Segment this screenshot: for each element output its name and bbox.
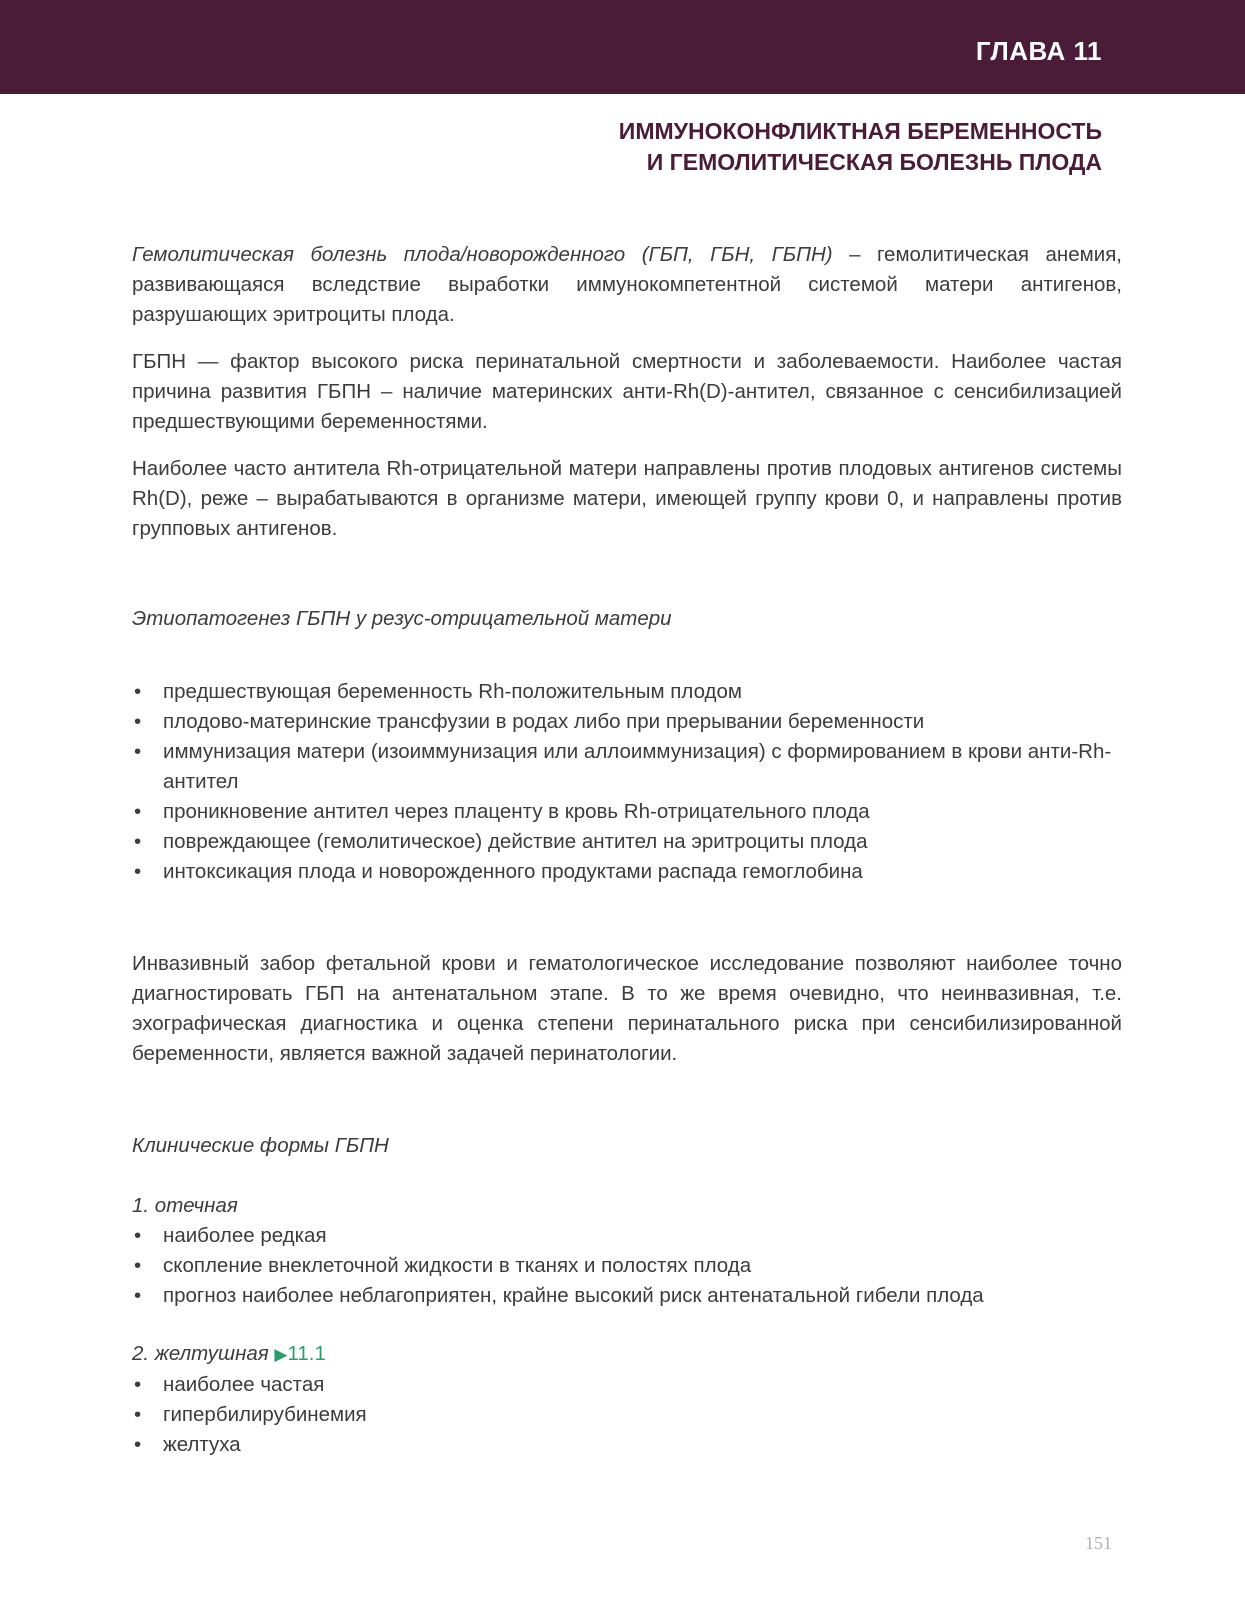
title-line-2: И ГЕМОЛИТИЧЕСКАЯ БОЛЕЗНЬ ПЛОДА <box>646 149 1102 175</box>
invasive-diagnostics-paragraph: Инвазивный забор фетальной крови и гематологическое исследование позволяют наиболее точно диагностировать ГБП на антенатальном этапе. В то же время очевидно, что неинвазивная, т.е. эхографическая диагностика и оценка степени перинатального риска при сенсибилизированной беременности, является важной задачей перинатологии. <box>132 952 1122 1065</box>
list-item: • наиболее редкая <box>132 1221 1122 1251</box>
list-item: • иммунизация матери (изоиммунизация или аллоиммунизация) с формированием в крови анти-Rh-антител <box>132 737 1122 797</box>
video-ref: 11.1 <box>287 1342 326 1365</box>
play-icon: ▶ <box>274 1345 288 1364</box>
list-item: • проникновение антител через плаценту в кровь Rh-отрицательного плода <box>132 797 1122 827</box>
clinical-forms-heading: Клинические формы ГБПН <box>132 1134 389 1157</box>
form2-heading <box>132 1339 1122 1370</box>
form2-title: 2. желтушная <box>132 1342 269 1365</box>
intro-paragraph <box>132 240 1122 330</box>
chapter-header-bar <box>0 0 1245 94</box>
intro-term: Гемолитическая болезнь плода/новорожденного (ГБП, ГБН, ГБПН) <box>132 243 833 266</box>
intro-definition: – гемолитическая анемия, развивающаяся вследствие выработки иммунокомпетентной системой матери антигенов, разрушающих эритроциты плода. <box>132 243 1122 326</box>
form1-list <box>132 1221 1122 1311</box>
list-item: • интоксикация плода и новорожденного продуктами распада гемоглобина <box>132 857 1122 887</box>
form2-list <box>132 1370 1122 1460</box>
list-item: • скопление внеклеточной жидкости в тканях и полостях плода <box>132 1251 1122 1281</box>
page-number: 151 <box>1085 1533 1112 1553</box>
etiology-list <box>132 677 1122 887</box>
page-title <box>302 116 1102 178</box>
video-link[interactable] <box>274 1342 325 1365</box>
list-item: • повреждающее (гемолитическое) действие антител на эритроциты плода <box>132 827 1122 857</box>
list-item: • наиболее частая <box>132 1370 1122 1400</box>
list-item: • предшествующая беременность Rh-положительным плодом <box>132 677 1122 707</box>
antibody-paragraph: Наиболее часто антитела Rh-отрицательной матери направлены против плодовых антигенов системы Rh(D), реже – вырабатываются в организме матери, имеющей группу крови 0, и направлены против групповых антигенов. <box>132 457 1122 540</box>
main-content <box>132 240 1122 1460</box>
list-item: • гипербилирубинемия <box>132 1400 1122 1430</box>
title-line-1: ИММУНОКОНФЛИКТНАЯ БЕРЕМЕННОСТЬ <box>618 118 1102 144</box>
chapter-label: ГЛАВА 11 <box>975 36 1102 66</box>
list-item: • плодово-материнские трансфузии в родах либо при прерывании беременности <box>132 707 1122 737</box>
list-item: • прогноз наиболее неблагоприятен, крайне высокий риск антенатальной гибели плода <box>132 1281 1122 1311</box>
form1-heading: 1. отечная <box>132 1194 238 1217</box>
list-item: • желтуха <box>132 1430 1122 1460</box>
risk-paragraph: ГБПН — фактор высокого риска перинатальной смертности и заболеваемости. Наиболее частая причина развития ГБПН – наличие материнских анти-Rh(D)-антител, связанное с сенсибилизацией предшествующими беременностями. <box>132 350 1122 433</box>
etiology-heading: Этиопатогенез ГБПН у резус-отрицательной матери <box>132 607 672 630</box>
